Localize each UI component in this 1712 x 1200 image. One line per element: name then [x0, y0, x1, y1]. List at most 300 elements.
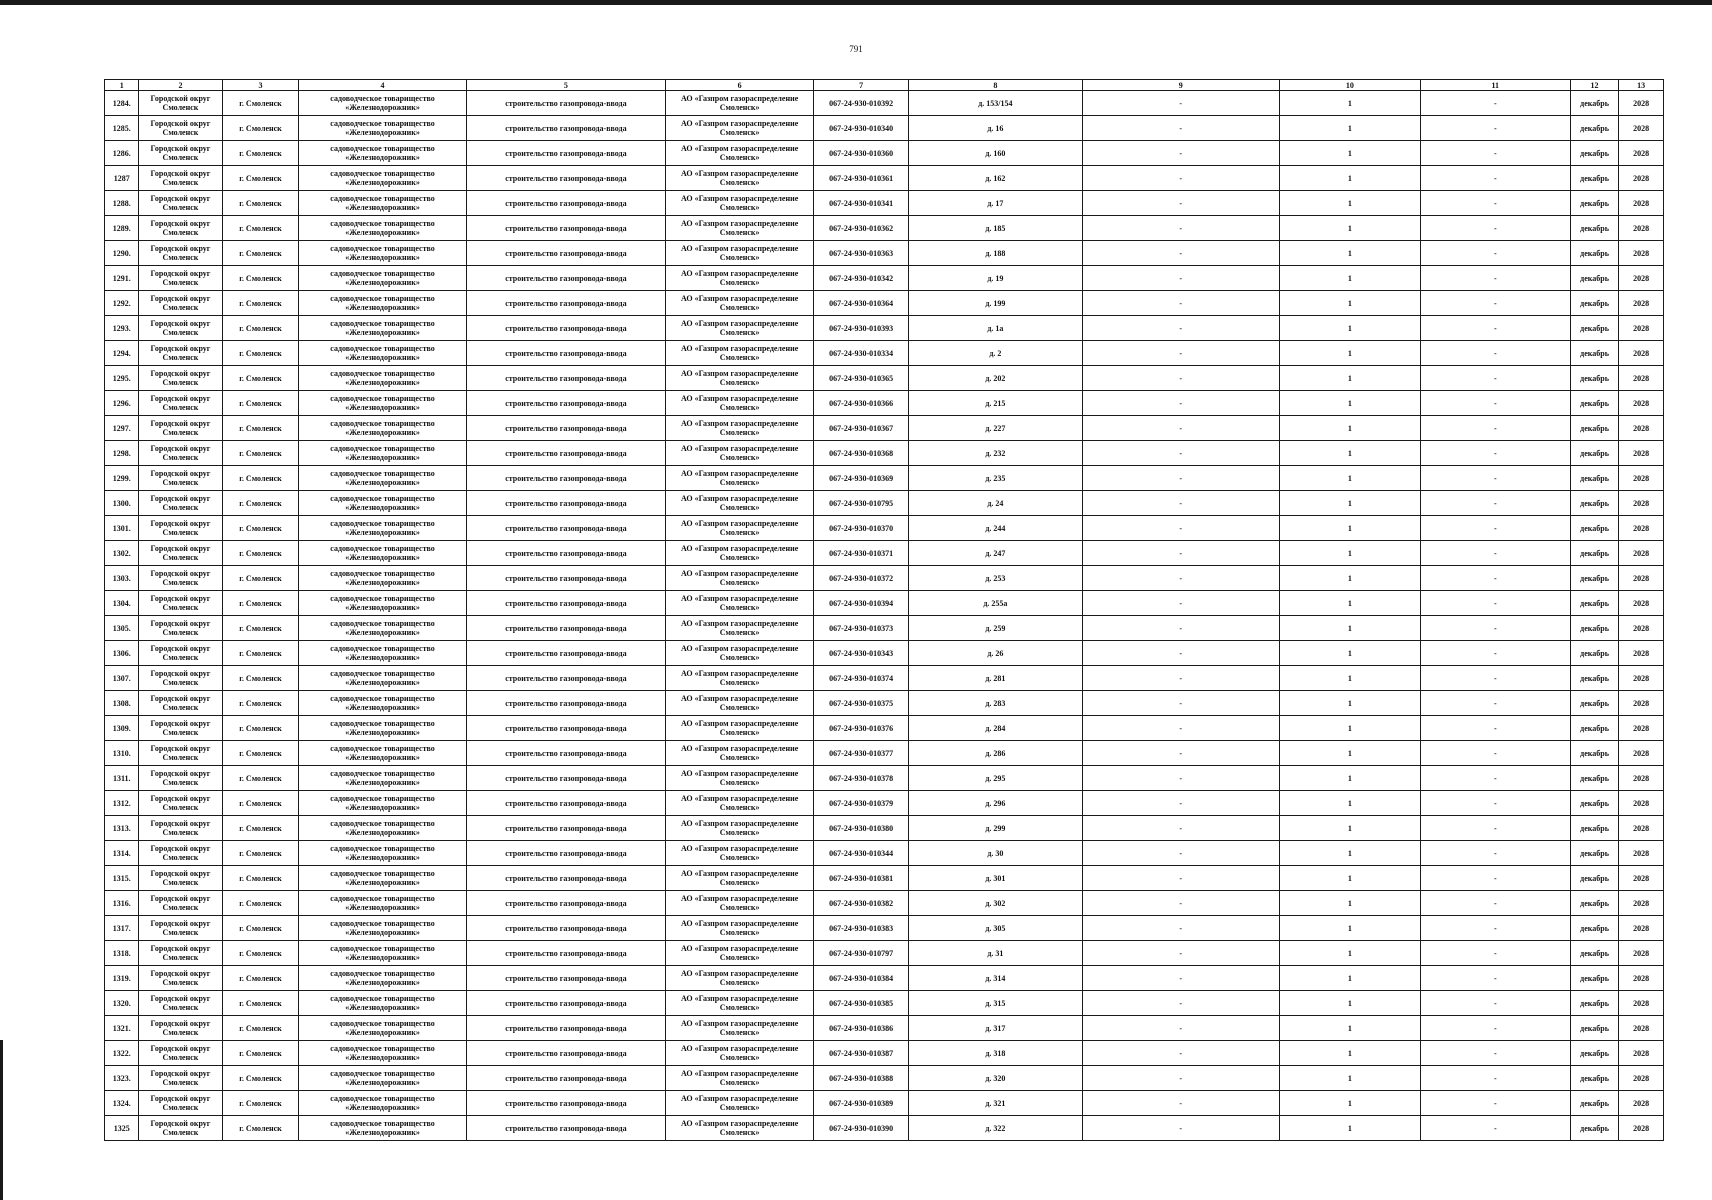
- municipality-line1: Городской округ: [150, 794, 211, 803]
- settlement: [299, 1066, 466, 1091]
- table-row: [105, 541, 1664, 566]
- settlement: [299, 541, 466, 566]
- settlement-line1: садоводческое товарищество: [330, 269, 435, 278]
- column-9-value: -: [1082, 116, 1280, 141]
- municipality-line2: Смоленск: [162, 353, 199, 362]
- organization-line1: АО «Газпром газораспределение: [680, 494, 799, 503]
- settlement-line1: садоводческое товарищество: [330, 544, 435, 553]
- organization: [666, 666, 814, 691]
- organization-line1: АО «Газпром газораспределение: [680, 844, 799, 853]
- work-type: строительство газопровода-ввода: [466, 591, 666, 616]
- column-9-value: -: [1082, 191, 1280, 216]
- column-9-value: -: [1082, 516, 1280, 541]
- column-11-value: -: [1420, 666, 1570, 691]
- object-code: 067-24-930-010383: [814, 916, 909, 941]
- municipality-line1: Городской округ: [150, 669, 211, 678]
- municipality-line1: Городской округ: [150, 544, 211, 553]
- work-type: строительство газопровода-ввода: [466, 216, 666, 241]
- settlement-line2: «Железнодорожник»: [345, 853, 420, 862]
- table-row: [105, 791, 1664, 816]
- municipality: [139, 591, 222, 616]
- municipality: [139, 1016, 222, 1041]
- column-11-value: -: [1420, 866, 1570, 891]
- municipality: [139, 1091, 222, 1116]
- row-number: 1308.: [105, 691, 139, 716]
- table-row: [105, 141, 1664, 166]
- row-number: 1299.: [105, 466, 139, 491]
- object-code: 067-24-930-010373: [814, 616, 909, 641]
- settlement: [299, 116, 466, 141]
- table-row: [105, 166, 1664, 191]
- municipality-line2: Смоленск: [162, 278, 199, 287]
- settlement-line2: «Железнодорожник»: [345, 1103, 420, 1112]
- organization: [666, 166, 814, 191]
- house-number: д. 315: [909, 991, 1082, 1016]
- municipality: [139, 191, 222, 216]
- column-10-value: 1: [1280, 966, 1421, 991]
- column-10-value: 1: [1280, 441, 1421, 466]
- month: декабрь: [1570, 91, 1619, 116]
- municipality-line2: Смоленск: [162, 778, 199, 787]
- column-9-value: -: [1082, 441, 1280, 466]
- organization-line2: Смоленск»: [719, 578, 760, 587]
- month: декабрь: [1570, 941, 1619, 966]
- year: 2028: [1619, 141, 1664, 166]
- house-number: д. 247: [909, 541, 1082, 566]
- house-number: д. 314: [909, 966, 1082, 991]
- settlement-line2: «Железнодорожник»: [345, 378, 420, 387]
- column-9-value: -: [1082, 1066, 1280, 1091]
- row-number: 1316.: [105, 891, 139, 916]
- year: 2028: [1619, 191, 1664, 216]
- settlement: [299, 266, 466, 291]
- municipality: [139, 691, 222, 716]
- year: 2028: [1619, 241, 1664, 266]
- column-9-value: -: [1082, 566, 1280, 591]
- settlement-line2: «Железнодорожник»: [345, 428, 420, 437]
- organization: [666, 441, 814, 466]
- organization: [666, 291, 814, 316]
- year: 2028: [1619, 266, 1664, 291]
- object-code: 067-24-930-010334: [814, 341, 909, 366]
- column-9-value: -: [1082, 866, 1280, 891]
- municipality-line1: Городской округ: [150, 244, 211, 253]
- settlement-line2: «Железнодорожник»: [345, 903, 420, 912]
- organization: [666, 866, 814, 891]
- municipality-line1: Городской округ: [150, 219, 211, 228]
- column-10-value: 1: [1280, 566, 1421, 591]
- house-number: д. 1а: [909, 316, 1082, 341]
- row-number: 1290.: [105, 241, 139, 266]
- municipality-line2: Смоленск: [162, 678, 199, 687]
- column-11-value: -: [1420, 1016, 1570, 1041]
- city: г. Смоленск: [222, 566, 299, 591]
- work-type: строительство газопровода-ввода: [466, 116, 666, 141]
- row-number: 1313.: [105, 816, 139, 841]
- column-11-value: -: [1420, 91, 1570, 116]
- column-11-value: -: [1420, 241, 1570, 266]
- year: 2028: [1619, 316, 1664, 341]
- column-10-value: 1: [1280, 466, 1421, 491]
- month: декабрь: [1570, 366, 1619, 391]
- settlement-line2: «Железнодорожник»: [345, 728, 420, 737]
- organization-line1: АО «Газпром газораспределение: [680, 719, 799, 728]
- municipality-line1: Городской округ: [150, 94, 211, 103]
- work-type: строительство газопровода-ввода: [466, 616, 666, 641]
- object-code: 067-24-930-010360: [814, 141, 909, 166]
- column-header-13: 13: [1619, 80, 1664, 91]
- month: декабрь: [1570, 666, 1619, 691]
- settlement-line2: «Железнодорожник»: [345, 178, 420, 187]
- column-10-value: 1: [1280, 166, 1421, 191]
- settlement-line2: «Железнодорожник»: [345, 1003, 420, 1012]
- table-row: [105, 966, 1664, 991]
- work-type: строительство газопровода-ввода: [466, 366, 666, 391]
- settlement: [299, 1116, 466, 1141]
- column-11-value: -: [1420, 266, 1570, 291]
- column-9-value: -: [1082, 741, 1280, 766]
- municipality: [139, 366, 222, 391]
- municipality: [139, 841, 222, 866]
- year: 2028: [1619, 616, 1664, 641]
- settlement: [299, 691, 466, 716]
- row-number: 1305.: [105, 616, 139, 641]
- organization: [666, 416, 814, 441]
- column-9-value: -: [1082, 366, 1280, 391]
- year: 2028: [1619, 391, 1664, 416]
- column-9-value: -: [1082, 791, 1280, 816]
- settlement: [299, 666, 466, 691]
- municipality: [139, 616, 222, 641]
- column-10-value: 1: [1280, 341, 1421, 366]
- settlement-line1: садоводческое товарищество: [330, 244, 435, 253]
- organization: [666, 991, 814, 1016]
- municipality-line1: Городской округ: [150, 594, 211, 603]
- settlement-line1: садоводческое товарищество: [330, 294, 435, 303]
- column-10-value: 1: [1280, 241, 1421, 266]
- settlement-line2: «Железнодорожник»: [345, 878, 420, 887]
- work-type: строительство газопровода-ввода: [466, 466, 666, 491]
- table-row: [105, 991, 1664, 1016]
- city: г. Смоленск: [222, 666, 299, 691]
- object-code: 067-24-930-010341: [814, 191, 909, 216]
- city: г. Смоленск: [222, 141, 299, 166]
- settlement-line1: садоводческое товарищество: [330, 794, 435, 803]
- city: г. Смоленск: [222, 591, 299, 616]
- object-code: 067-24-930-010371: [814, 541, 909, 566]
- settlement-line2: «Железнодорожник»: [345, 703, 420, 712]
- column-header-12: 12: [1570, 80, 1619, 91]
- municipality-line2: Смоленск: [162, 703, 199, 712]
- column-10-value: 1: [1280, 1041, 1421, 1066]
- table-row: [105, 291, 1664, 316]
- table-row: [105, 341, 1664, 366]
- municipality-line2: Смоленск: [162, 753, 199, 762]
- city: г. Смоленск: [222, 1016, 299, 1041]
- settlement: [299, 1041, 466, 1066]
- house-number: д. 235: [909, 466, 1082, 491]
- month: декабрь: [1570, 1116, 1619, 1141]
- organization-line1: АО «Газпром газораспределение: [680, 94, 799, 103]
- row-number: 1312.: [105, 791, 139, 816]
- month: декабрь: [1570, 766, 1619, 791]
- work-type: строительство газопровода-ввода: [466, 691, 666, 716]
- municipality-line2: Смоленск: [162, 403, 199, 412]
- year: 2028: [1619, 116, 1664, 141]
- settlement-line2: «Железнодорожник»: [345, 678, 420, 687]
- municipality: [139, 166, 222, 191]
- city: г. Смоленск: [222, 316, 299, 341]
- settlement-line1: садоводческое товарищество: [330, 619, 435, 628]
- column-9-value: -: [1082, 341, 1280, 366]
- work-type: строительство газопровода-ввода: [466, 666, 666, 691]
- settlement: [299, 1091, 466, 1116]
- row-number: 1293.: [105, 316, 139, 341]
- row-number: 1307.: [105, 666, 139, 691]
- column-9-value: -: [1082, 491, 1280, 516]
- month: декабрь: [1570, 1091, 1619, 1116]
- table-row: [105, 591, 1664, 616]
- city: г. Смоленск: [222, 1041, 299, 1066]
- settlement-line2: «Железнодорожник»: [345, 253, 420, 262]
- year: 2028: [1619, 866, 1664, 891]
- work-type: строительство газопровода-ввода: [466, 891, 666, 916]
- organization-line2: Смоленск»: [719, 478, 760, 487]
- month: декабрь: [1570, 741, 1619, 766]
- object-code: 067-24-930-010366: [814, 391, 909, 416]
- table-row: [105, 741, 1664, 766]
- house-number: д. 31: [909, 941, 1082, 966]
- municipality-line1: Городской округ: [150, 319, 211, 328]
- row-number: 1289.: [105, 216, 139, 241]
- organization-line1: АО «Газпром газораспределение: [680, 1044, 799, 1053]
- work-type: строительство газопровода-ввода: [466, 716, 666, 741]
- year: 2028: [1619, 1041, 1664, 1066]
- municipality-line2: Смоленск: [162, 1003, 199, 1012]
- municipality-line2: Смоленск: [162, 378, 199, 387]
- object-code: 067-24-930-010364: [814, 291, 909, 316]
- organization-line2: Смоленск»: [719, 853, 760, 862]
- column-11-value: -: [1420, 566, 1570, 591]
- column-9-value: -: [1082, 841, 1280, 866]
- table-row: [105, 816, 1664, 841]
- municipality-line1: Городской округ: [150, 419, 211, 428]
- organization-line1: АО «Газпром газораспределение: [680, 1094, 799, 1103]
- settlement-line2: «Железнодорожник»: [345, 153, 420, 162]
- object-code: 067-24-930-010394: [814, 591, 909, 616]
- column-10-value: 1: [1280, 141, 1421, 166]
- settlement-line2: «Железнодорожник»: [345, 578, 420, 587]
- column-10-value: 1: [1280, 266, 1421, 291]
- column-9-value: -: [1082, 766, 1280, 791]
- year: 2028: [1619, 916, 1664, 941]
- column-header-6: 6: [666, 80, 814, 91]
- municipality-line2: Смоленск: [162, 478, 199, 487]
- municipality: [139, 216, 222, 241]
- organization: [666, 1041, 814, 1066]
- city: г. Смоленск: [222, 166, 299, 191]
- city: г. Смоленск: [222, 1066, 299, 1091]
- municipality: [139, 966, 222, 991]
- column-9-value: -: [1082, 141, 1280, 166]
- column-10-value: 1: [1280, 641, 1421, 666]
- column-11-value: -: [1420, 616, 1570, 641]
- organization-line2: Смоленск»: [719, 953, 760, 962]
- work-type: строительство газопровода-ввода: [466, 491, 666, 516]
- city: г. Смоленск: [222, 416, 299, 441]
- municipality-line1: Городской округ: [150, 969, 211, 978]
- table-row: [105, 941, 1664, 966]
- row-number: 1301.: [105, 516, 139, 541]
- column-11-value: -: [1420, 166, 1570, 191]
- settlement-line2: «Железнодорожник»: [345, 403, 420, 412]
- settlement: [299, 366, 466, 391]
- column-10-value: 1: [1280, 1066, 1421, 1091]
- table-row: [105, 641, 1664, 666]
- organization-line2: Смоленск»: [719, 1053, 760, 1062]
- work-type: строительство газопровода-ввода: [466, 1091, 666, 1116]
- organization-line1: АО «Газпром газораспределение: [680, 694, 799, 703]
- month: декабрь: [1570, 391, 1619, 416]
- work-type: строительство газопровода-ввода: [466, 866, 666, 891]
- work-type: строительство газопровода-ввода: [466, 441, 666, 466]
- municipality-line1: Городской округ: [150, 869, 211, 878]
- organization: [666, 841, 814, 866]
- object-code: 067-24-930-010379: [814, 791, 909, 816]
- organization-line2: Смоленск»: [719, 328, 760, 337]
- municipality: [139, 441, 222, 466]
- settlement: [299, 791, 466, 816]
- month: декабрь: [1570, 991, 1619, 1016]
- settlement-line2: «Железнодорожник»: [345, 478, 420, 487]
- municipality-line1: Городской округ: [150, 944, 211, 953]
- object-code: 067-24-930-010387: [814, 1041, 909, 1066]
- column-header-7: 7: [814, 80, 909, 91]
- column-9-value: -: [1082, 891, 1280, 916]
- column-10-value: 1: [1280, 191, 1421, 216]
- municipality-line1: Городской округ: [150, 894, 211, 903]
- object-code: 067-24-930-010365: [814, 366, 909, 391]
- municipality-line2: Смоленск: [162, 628, 199, 637]
- month: декабрь: [1570, 716, 1619, 741]
- month: декабрь: [1570, 341, 1619, 366]
- municipality-line1: Городской округ: [150, 294, 211, 303]
- organization-line1: АО «Газпром газораспределение: [680, 444, 799, 453]
- settlement-line1: садоводческое товарищество: [330, 494, 435, 503]
- organization: [666, 766, 814, 791]
- year: 2028: [1619, 441, 1664, 466]
- row-number: 1302.: [105, 541, 139, 566]
- object-code: 067-24-930-010344: [814, 841, 909, 866]
- organization-line1: АО «Газпром газораспределение: [680, 569, 799, 578]
- organization-line1: АО «Газпром газораспределение: [680, 669, 799, 678]
- table-row: [105, 1116, 1664, 1141]
- municipality-line2: Смоленск: [162, 528, 199, 537]
- year: 2028: [1619, 566, 1664, 591]
- column-11-value: -: [1420, 116, 1570, 141]
- municipality: [139, 666, 222, 691]
- column-9-value: -: [1082, 1041, 1280, 1066]
- organization-line1: АО «Газпром газораспределение: [680, 369, 799, 378]
- city: г. Смоленск: [222, 191, 299, 216]
- month: декабрь: [1570, 516, 1619, 541]
- row-number: 1288.: [105, 191, 139, 216]
- work-type: строительство газопровода-ввода: [466, 191, 666, 216]
- column-header-11: 11: [1420, 80, 1570, 91]
- column-9-value: -: [1082, 916, 1280, 941]
- work-type: строительство газопровода-ввода: [466, 391, 666, 416]
- municipality-line1: Городской округ: [150, 744, 211, 753]
- organization-line2: Смоленск»: [719, 1078, 760, 1087]
- organization-line1: АО «Газпром газораспределение: [680, 469, 799, 478]
- month: декабрь: [1570, 541, 1619, 566]
- column-11-value: -: [1420, 541, 1570, 566]
- year: 2028: [1619, 366, 1664, 391]
- settlement: [299, 141, 466, 166]
- column-10-value: 1: [1280, 666, 1421, 691]
- year: 2028: [1619, 841, 1664, 866]
- table-row: [105, 491, 1664, 516]
- municipality-line1: Городской округ: [150, 819, 211, 828]
- settlement: [299, 341, 466, 366]
- column-10-value: 1: [1280, 316, 1421, 341]
- column-11-value: -: [1420, 341, 1570, 366]
- settlement: [299, 966, 466, 991]
- settlement: [299, 716, 466, 741]
- organization: [666, 141, 814, 166]
- row-number: 1323.: [105, 1066, 139, 1091]
- year: 2028: [1619, 666, 1664, 691]
- table-body: [105, 91, 1664, 1141]
- organization-line1: АО «Газпром газораспределение: [680, 819, 799, 828]
- month: декабрь: [1570, 1066, 1619, 1091]
- month: декабрь: [1570, 316, 1619, 341]
- column-11-value: -: [1420, 941, 1570, 966]
- settlement: [299, 891, 466, 916]
- year: 2028: [1619, 341, 1664, 366]
- year: 2028: [1619, 591, 1664, 616]
- settlement-line2: «Железнодорожник»: [345, 803, 420, 812]
- municipality-line2: Смоленск: [162, 453, 199, 462]
- settlement-line1: садоводческое товарищество: [330, 944, 435, 953]
- municipality-line1: Городской округ: [150, 644, 211, 653]
- city: г. Смоленск: [222, 691, 299, 716]
- house-number: д. 283: [909, 691, 1082, 716]
- city: г. Смоленск: [222, 466, 299, 491]
- organization: [666, 491, 814, 516]
- column-header-8: 8: [909, 80, 1082, 91]
- municipality-line2: Смоленск: [162, 203, 199, 212]
- column-10-value: 1: [1280, 1116, 1421, 1141]
- organization-line1: АО «Газпром газораспределение: [680, 994, 799, 1003]
- row-number: 1320.: [105, 991, 139, 1016]
- municipality: [139, 1041, 222, 1066]
- municipality-line1: Городской округ: [150, 469, 211, 478]
- table-row: [105, 866, 1664, 891]
- table-row: [105, 716, 1664, 741]
- organization-line1: АО «Газпром газораспределение: [680, 244, 799, 253]
- row-number: 1311.: [105, 766, 139, 791]
- municipality-line1: Городской округ: [150, 719, 211, 728]
- column-9-value: -: [1082, 991, 1280, 1016]
- settlement-line1: садоводческое товарищество: [330, 1119, 435, 1128]
- month: декабрь: [1570, 591, 1619, 616]
- city: г. Смоленск: [222, 991, 299, 1016]
- house-number: д. 185: [909, 216, 1082, 241]
- house-number: д. 153/154: [909, 91, 1082, 116]
- house-number: д. 305: [909, 916, 1082, 941]
- organization-line1: АО «Газпром газораспределение: [680, 969, 799, 978]
